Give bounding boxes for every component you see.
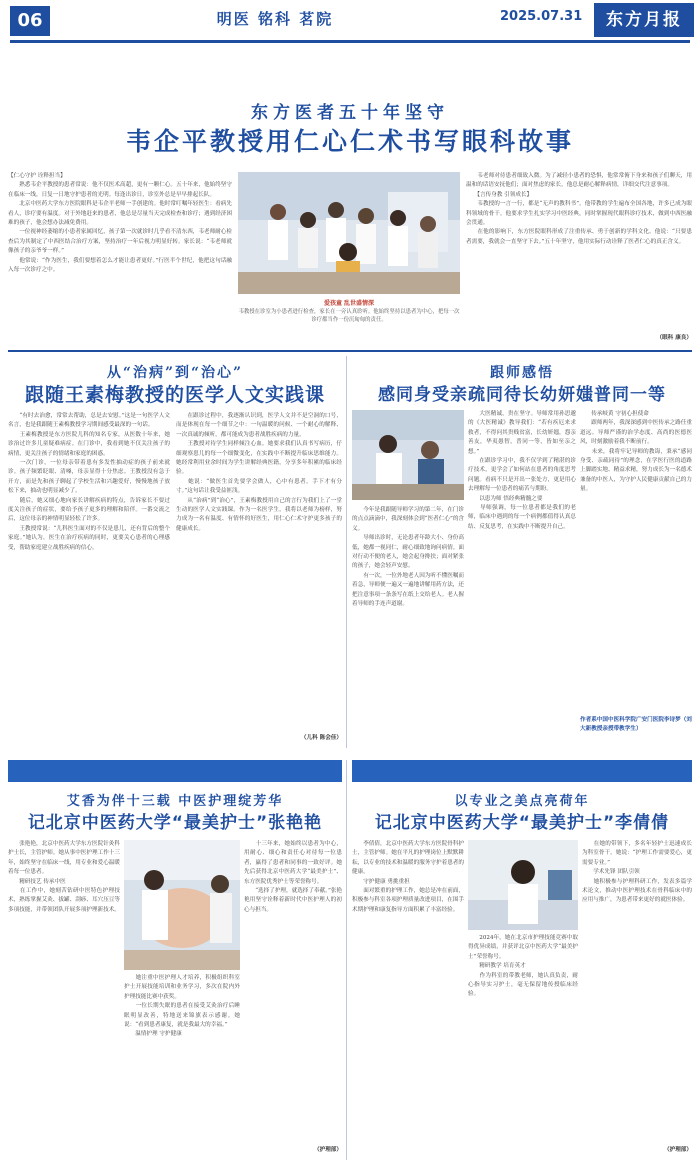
bottom-right-column-2: 2024年，她在北京市护理技能竞赛中取得优异成绩，并获评北京中医药大学“最美护士”荣誉称号。 精研教学 培育英才 作为科室的带教老师，她认真负责，耐心指导实习护士，毫无保留地传授临床经验。 xyxy=(468,935,578,998)
bottom-left-banner xyxy=(8,760,342,782)
bottom-column-divider xyxy=(346,760,347,1160)
lead-photo xyxy=(238,172,460,294)
left-article-title: 跟随王素梅教授的医学人文实践课 xyxy=(24,384,325,406)
lead-kicker: 东方医者五十年坚守 xyxy=(251,103,449,123)
newspaper-brand: 东方月报 xyxy=(594,3,694,37)
lead-column-3: 韦老师对待患者细致入微。为了减轻小患者的恐惧，他常常俯下身来和孩子们聊天，用温和的话语安抚他们；面对焦虑的家长，他总是耐心解释病情，详细交代注意事项。 【言传身教 引领成长】 韦教授的一言一行，都是“无声的教科书”。他带教的学生遍布全国各地，许多已成为眼科领域的骨干。他要求学生扎实学习中医经典，同时掌握现代眼科诊疗技术，做到中西医融会贯通。 在他的影响下，东方医院眼科形成了注重传承、勇于创新的学科文化。他说：“只要患者需要，我就会一直坚守下去。”五十年坚守，他用实际行动诠释了医者仁心的真正含义。 xyxy=(466,173,692,245)
bottom-left-column-3: 十三年来，她始终以患者为中心，用耐心、细心和责任心对待每一位患者，赢得了患者和同事的一致好评。她先后获得北京中医药大学“最美护士”、东方医院优秀护士等荣誉称号。 “选择了护理，就选择了奉献。”张艳艳用坚守诠释着新时代中医护理人的初心与担当。 xyxy=(244,841,342,913)
bottom-right-column-3: 在她的带领下，多名年轻护士迅速成长为科室骨干。她说：“护理工作需要爱心，更需要专业。” 学术先锋 团队引领 她积极参与护理科研工作，发表多篇学术论文，推动中医护理技术在骨科临床中的应用与推广，为患者带来更好的就医体验。 xyxy=(582,841,692,904)
bottom-right-title: 记北京中医药大学“最美护士”李倩倩 xyxy=(374,813,670,833)
section-divider xyxy=(8,350,692,352)
right-article-column-3: 传承岐黄 守初心担使命 跟师两年，我深深感到中医传承之路任重道远。导师严谨的治学态度、高尚的医德医风，时刻激励着我不断前行。 未来，我将牢记导师的教诲，秉承“感同身受、亲疏同待”的理念，在学医行医的道路上脚踏实地、精益求精，努力成长为一名德术兼备的中医人，为守护人民健康贡献自己的力量。 xyxy=(580,411,692,493)
bottom-left-column-2: 她注重中医护理人才培养，积极组织科室护士开展技能培训和业务学习，多次在院内外护理技能比赛中获奖。 一位长期失眠的患者在接受艾灸治疗后睡眠明显改善，特地送来锦旗表示感谢。她说：“看到患者康复，就是我最大的幸福。” 温情护理 守护健康 xyxy=(124,975,240,1038)
section-title: 明医 铭科 茗院 xyxy=(216,10,334,28)
left-article-column-1: “有时去治愈，常常去帮助，总是去安慰。”这是一句医学人文名言，也是我跟随王素梅教授学习期间感受最深的一句话。 王素梅教授是东方医院儿科的知名专家，从医数十年来，她诊治过许多儿童疑难病症。在门诊中，我看到她不仅关注孩子的病情，更关注孩子的情绪和家庭的困惑。 一次门诊，一位母亲带着患有多发性抽动症的孩子前来就诊。孩子频繁眨眼、清嗓，母亲显得十分焦虑。王教授没有急于开方，而是先和孩子聊起了学校生活和兴趣爱好，慢慢地孩子放松下来，抽动也明显减少了。 随后，她又细心地向家长讲解疾病的特点，告诉家长不要过度关注孩子的症状，要给予孩子更多的理解和陪伴。一番交流之后，这位母亲的神情明显轻松了许多。 王教授常说：“儿科医生面对的不仅是患儿，还有背后的整个家庭。”她认为，医生在治疗疾病的同时，更要关心患者的心理感受，帮助家庭建立战胜疾病的信心。 xyxy=(8,413,170,551)
left-article-column-2: 在跟诊过程中，我逐渐认识到，医学人文并不是空洞的口号，而是体现在每一个细节之中：一句温暖的问候、一个耐心的解释、一次真诚的倾听，都可能成为患者战胜疾病的力量。 王教授对待学生同样倾注心血。她要求我们认真书写病历，仔细观察患儿的每一个细微变化，在实践中不断提升临床思维能力。她经常利用业余时间为学生讲解经典医籍，分享多年积累的临床经验。 她说：“做医生首先要学会做人，心中有患者，手下才有分寸。”这句话让我受益匪浅。 从“治病”到“治心”，王素梅教授用自己的言行为我们上了一堂生动的医学人文实践课。作为一名医学生，我将以老师为榜样，努力成为一名有温度、有情怀的好医生，用仁心仁术守护更多孩子的健康成长。 xyxy=(176,413,342,532)
lead-signature: （眼科 康良） xyxy=(656,335,692,341)
bottom-right-kicker: 以专业之美点亮荷年 xyxy=(454,794,590,809)
bottom-left-photo xyxy=(124,840,240,970)
lead-column-1: 【仁心守护 诠释担当】 熟悉韦企平教授的患者常说：他不仅医术高超，更有一颗仁心。五十年来，他始终坚守在临床一线，日复一日地守护患者的光明。每逢出诊日，诊室外总是早早排起长队。 北京中医药大学东方医院眼科是韦企平老师一手创建的。他时常叮嘱年轻医生：看病先看人，诊疗要有温度。对于外地赶来的患者，他总是尽量当天完成检查和诊疗；遇到经济困难的孩子，他会想办法减免费用。 一位视神经萎缩的小患者家属回忆，孩子第一次就诊时几乎看不清东西，韦老师耐心检查后为其制定了中西医结合治疗方案，坚持治疗一年后视力明显好转。家长说：“韦老师就像孩子的亲爷爷一样。” 他常说：“作为医生，我们要想着怎么才能让患者更好。”行医半个世纪，他把这句话融入每一次诊疗之中。 xyxy=(8,173,232,274)
right-article-photo xyxy=(352,410,464,500)
right-article-column-2: 大医精诚，贵在坚守。导师常用孙思邈的《大医精诚》教导我们：“若有疾厄来求救者，不得问其贵贱贫富，长幼妍媸，怨亲善友，华夷愚智，普同一等，皆如至亲之想。” 在跟诊学习中，我不仅学到了精湛的诊疗技术，更学会了如何站在患者的角度思考问题。看病不只是开出一张处方，更是用心去理解每一位患者的痛苦与期盼。 以患为师 悟经典精髓之要 导师强调，每一位患者都是我们的老师，临床中遇到的每一个病例都值得认真总结、反复思考，在实践中不断提升自己。 xyxy=(468,411,576,530)
bottom-right-banner xyxy=(352,760,692,782)
page-header xyxy=(0,0,700,52)
lead-photo-caption-title: 爱孩童 乱世盛情深 xyxy=(323,300,375,307)
left-article-kicker: 从“治病”到“治心” xyxy=(106,365,244,381)
bottom-left-kicker: 艾香为伴十三载 中医护理绽芳华 xyxy=(66,794,284,809)
bottom-left-column-1: 张艳艳，北京中医药大学东方医院针灸科护士长，主管护师。她从事中医护理工作十三年，始终坚守在临床一线，用专业和爱心温暖着每一位患者。 精研技艺 传承中医 在工作中，她刻苦钻研中医特色护理技术，熟练掌握艾灸、拔罐、刮痧、耳穴压豆等多项技能，并带领团队开展多项护理新技术。 xyxy=(8,841,120,913)
right-article-column-1: 今年是我跟随导师学习的第二年，在门诊的点点滴滴中，我深刻体会到“医者仁心”的含义。 导师出诊时，无论患者年龄大小、身份高低，她都一视同仁，耐心细致地询问病情。面对行动不便的老人，她会起身搀扶；面对紧张的孩子，她会轻声安慰。 有一次，一位外地老人因为听不懂医嘱而着急，导师便一遍又一遍地讲解用药方法，还把注意事项一条条写在纸上交给老人。老人握着导师的手连声道谢。 xyxy=(352,507,464,608)
left-article-signature: （儿科 陈会佳） xyxy=(300,735,342,741)
right-article-kicker: 跟师感悟 xyxy=(490,365,554,381)
lead-photo-caption: 韦教授在诊室为小患者进行检查，家长在一旁认真聆听。他始终坚持以患者为中心，把每一次诊疗都当作一份沉甸甸的责任。 xyxy=(238,309,460,323)
issue-date: 2025.07.31 xyxy=(500,9,583,24)
bottom-left-title: 记北京中医药大学“最美护士”张艳艳 xyxy=(27,813,323,833)
bottom-right-photo xyxy=(468,840,578,930)
right-article-signature: 作者系中国中医科学院广安门医院李诗梦（刘大新教授亲授带教学生） xyxy=(580,717,692,733)
header-rule xyxy=(10,40,690,43)
right-article-title: 感同身受亲疏同待长幼妍媸普同一等 xyxy=(378,385,666,405)
bottom-right-signature: （护理部） xyxy=(664,1147,692,1153)
lead-headline: 韦企平教授用仁心仁术书写眼科故事 xyxy=(125,127,574,156)
column-divider xyxy=(346,356,347,748)
bottom-left-signature: （护理部） xyxy=(314,1147,342,1153)
bottom-right-column-1: 李倩倩，北京中医药大学东方医院骨科护士，主管护师。她在平凡的护理岗位上默默耕耘，以专业的技术和温暖的服务守护着患者的健康。 守护健康 勇挑重担 面对繁重的护理工作，她总是冲在前面，积极参与科室各项护理质量改进项目，在围手术期护理和康复指导方面积累了丰富经验。 xyxy=(352,841,464,913)
page-number: 06 xyxy=(10,6,50,36)
